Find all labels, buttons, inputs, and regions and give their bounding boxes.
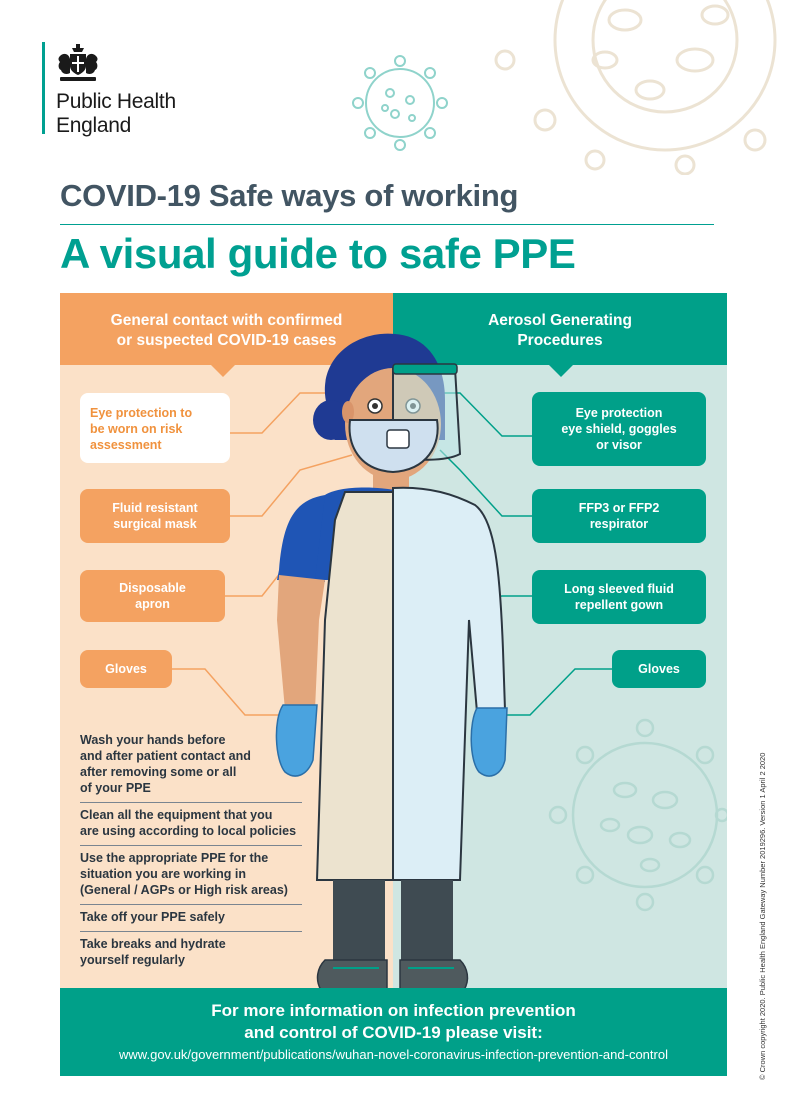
tip-line: Clean all the equipment that you (80, 808, 273, 822)
organisation-name-line2: England (56, 114, 131, 137)
label-line: FFP3 or FFP2 (578, 501, 660, 515)
label-line: Eye protection to (90, 406, 193, 420)
label-line: respirator (589, 517, 649, 531)
tip-line: are using according to local policies (80, 824, 297, 838)
label-line: assessment (90, 438, 162, 452)
label-line: apron (135, 597, 170, 611)
info-footer (60, 988, 727, 1076)
general-contact-heading-line1: General contact with confirmed (110, 312, 343, 329)
page-subtitle: A visual guide to safe PPE (60, 230, 576, 277)
tip-wash-hands (80, 728, 302, 803)
footer-line1: For more information on infection prevention (211, 1001, 576, 1020)
organisation-name-line1: Public Health (56, 90, 176, 113)
aerosol-procedures-heading-line2: Procedures (517, 332, 603, 349)
label-line: repellent gown (574, 598, 664, 612)
aerosol-procedures-heading-line1: Aerosol Generating (488, 312, 632, 329)
tip-clean-equipment (80, 803, 302, 846)
label-line: be worn on risk (90, 422, 183, 436)
tip-line: and after patient contact and (80, 749, 251, 763)
tip-line: after removing some or all (80, 765, 237, 779)
tip-take-breaks (80, 932, 302, 974)
label-eye-protection-risk-assessment (80, 393, 230, 463)
tip-line: Wash your hands before (80, 733, 226, 747)
label-line: Gloves (105, 662, 147, 676)
label-disposable-apron (80, 570, 225, 622)
page-title: COVID-19 Safe ways of working (60, 178, 519, 213)
general-contact-heading-line2: or suspected COVID-19 cases (116, 332, 337, 349)
label-line: Gloves (638, 662, 680, 676)
label-line: Fluid resistant (112, 501, 198, 515)
footer-line2: and control of COVID-19 please visit: (244, 1023, 543, 1042)
tip-appropriate-ppe (80, 846, 302, 905)
tip-take-off-ppe (80, 905, 302, 932)
tip-line: situation you are working in (80, 867, 246, 881)
tip-line: Take off your PPE safely (80, 910, 225, 924)
label-gloves-general (80, 650, 172, 688)
copyright-notice: © Crown copyright 2020. Public Health England Gateway Number 2019296. Version 1 April 2 2020 (758, 752, 767, 1080)
label-eye-protection-visor (532, 392, 706, 466)
safety-tips-list (80, 728, 302, 974)
tip-line: (General / AGPs or High risk areas) (80, 883, 288, 897)
label-line: eye shield, goggles (561, 422, 677, 436)
label-line: or visor (596, 438, 642, 452)
label-line: Disposable (119, 581, 186, 595)
label-gloves-aerosol (612, 650, 706, 688)
label-line: Long sleeved fluid (564, 582, 674, 596)
tip-line: yourself regularly (80, 953, 185, 967)
label-fluid-resistant-mask (80, 489, 230, 543)
tip-line: of your PPE (80, 781, 151, 795)
label-long-sleeved-gown (532, 570, 706, 624)
guidance-link[interactable]: www.gov.uk/government/publications/wuhan-novel-coronavirus-infection-prevention-and-control (119, 1047, 668, 1062)
tip-line: Use the appropriate PPE for the (80, 851, 269, 865)
label-ffp-respirator (532, 489, 706, 543)
label-line: surgical mask (113, 517, 197, 531)
tip-line: Take breaks and hydrate (80, 937, 226, 951)
label-line: Eye protection (575, 406, 663, 420)
